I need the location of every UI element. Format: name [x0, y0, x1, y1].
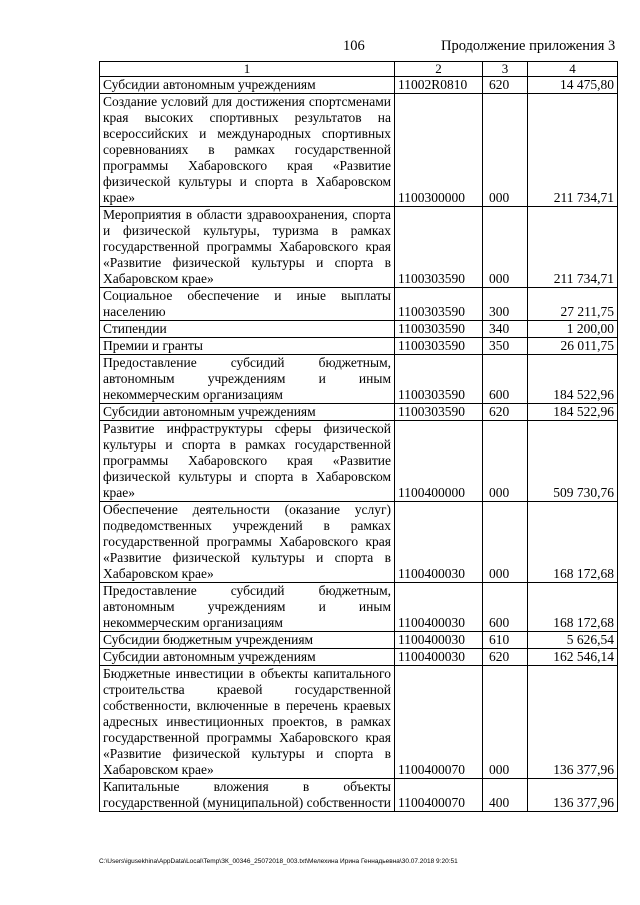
row-name: Развитие инфраструктуры сферы физической культуры и спорта в рамках государственной программы Хабаровского края «Развитие физической культуры и спорта в Хабаровском крае» [100, 421, 395, 502]
row-expense-type: 620 [483, 404, 528, 421]
row-amount: 27 211,75 [528, 288, 618, 321]
row-name: Предоставление субсидий бюджетным, автономным учреждениям и иным некоммерческим организациям [100, 355, 395, 404]
row-expense-type: 000 [483, 421, 528, 502]
row-name: Субсидии автономным учреждениям [100, 77, 395, 94]
row-amount: 26 011,75 [528, 338, 618, 355]
row-target-code: 1100303590 [395, 338, 483, 355]
row-expense-type: 340 [483, 321, 528, 338]
table-row [100, 632, 618, 649]
table-row [100, 583, 618, 632]
row-expense-type: 620 [483, 77, 528, 94]
row-amount: 5 626,54 [528, 632, 618, 649]
column-number-row [100, 62, 618, 77]
row-target-code: 1100400030 [395, 502, 483, 583]
row-expense-type: 000 [483, 94, 528, 207]
row-amount: 184 522,96 [528, 404, 618, 421]
row-name: Обеспечение деятельности (оказание услуг) подведомственных учреждений в рамках государственной программы Хабаровского края «Развитие физической культуры и спорта в Хабаровском крае» [100, 502, 395, 583]
row-target-code: 1100400030 [395, 649, 483, 666]
column-header: 4 [528, 62, 618, 77]
table-row [100, 207, 618, 288]
row-expense-type: 000 [483, 207, 528, 288]
row-target-code: 11002R0810 [395, 77, 483, 94]
table-row [100, 338, 618, 355]
table-row [100, 779, 618, 812]
table-row [100, 404, 618, 421]
row-target-code: 1100400070 [395, 666, 483, 779]
table-row [100, 94, 618, 207]
table-row [100, 666, 618, 779]
row-name: Предоставление субсидий бюджетным, автономным учреждениям и иным некоммерческим организациям [100, 583, 395, 632]
continuation-title: Продолжение приложения 3 [441, 38, 616, 54]
table-row [100, 649, 618, 666]
row-name: Социальное обеспечение и иные выплаты населению [100, 288, 395, 321]
table-row [100, 502, 618, 583]
row-name: Премии и гранты [100, 338, 395, 355]
row-amount: 136 377,96 [528, 666, 618, 779]
row-target-code: 1100303590 [395, 288, 483, 321]
row-name: Стипендии [100, 321, 395, 338]
row-expense-type: 000 [483, 502, 528, 583]
row-expense-type: 620 [483, 649, 528, 666]
page-number: 106 [343, 38, 365, 54]
row-amount: 14 475,80 [528, 77, 618, 94]
row-amount: 211 734,71 [528, 207, 618, 288]
row-expense-type: 300 [483, 288, 528, 321]
row-name: Капитальные вложения в объекты государственной (муниципальной) собственности [100, 779, 395, 812]
row-target-code: 1100303590 [395, 404, 483, 421]
row-expense-type: 400 [483, 779, 528, 812]
row-target-code: 1100300000 [395, 94, 483, 207]
row-amount: 162 546,14 [528, 649, 618, 666]
table-row [100, 421, 618, 502]
row-amount: 168 172,68 [528, 502, 618, 583]
row-amount: 184 522,96 [528, 355, 618, 404]
row-amount: 509 730,76 [528, 421, 618, 502]
row-amount: 136 377,96 [528, 779, 618, 812]
column-header: 3 [483, 62, 528, 77]
row-expense-type: 600 [483, 355, 528, 404]
row-target-code: 1100303590 [395, 355, 483, 404]
row-name: Мероприятия в области здравоохранения, спорта и физической культуры, туризма в рамках государственной программы Хабаровского края «Развитие физической культуры и спорта в Хабаровском крае» [100, 207, 395, 288]
row-name: Бюджетные инвестиции в объекты капитального строительства краевой государственной собственности, включенные в перечень краевых адресных инвестиционных проектов, в рамках государственной программы Хабаровского края «Развитие физической культуры и спорта в Хабаровском крае» [100, 666, 395, 779]
row-amount: 168 172,68 [528, 583, 618, 632]
row-name: Субсидии бюджетным учреждениям [100, 632, 395, 649]
file-path-footer: C:\Users\igusekhina\AppData\Local\Temp\ЗК_00346_25072018_003.txt\Мелехина Ирина Геннадьевна\30.07.2018 9:20:51 [99, 858, 458, 865]
table-row [100, 77, 618, 94]
row-name: Субсидии автономным учреждениям [100, 649, 395, 666]
row-amount: 1 200,00 [528, 321, 618, 338]
row-name: Субсидии автономным учреждениям [100, 404, 395, 421]
row-expense-type: 000 [483, 666, 528, 779]
row-expense-type: 350 [483, 338, 528, 355]
row-name: Создание условий для достижения спортсменами края высоких спортивных результатов на всероссийских и международных спортивных соревнованиях в рамках государственной программы Хабаровского края «Развитие физической культуры и спорта в Хабаровском крае» [100, 94, 395, 207]
table-row [100, 355, 618, 404]
row-expense-type: 610 [483, 632, 528, 649]
row-target-code: 1100400030 [395, 632, 483, 649]
row-target-code: 1100303590 [395, 207, 483, 288]
row-target-code: 1100400000 [395, 421, 483, 502]
row-target-code: 1100400030 [395, 583, 483, 632]
row-amount: 211 734,71 [528, 94, 618, 207]
row-target-code: 1100303590 [395, 321, 483, 338]
table-row [100, 321, 618, 338]
column-header: 2 [395, 62, 483, 77]
row-target-code: 1100400070 [395, 779, 483, 812]
table-row [100, 288, 618, 321]
budget-table [99, 61, 618, 812]
row-expense-type: 600 [483, 583, 528, 632]
column-header: 1 [100, 62, 395, 77]
